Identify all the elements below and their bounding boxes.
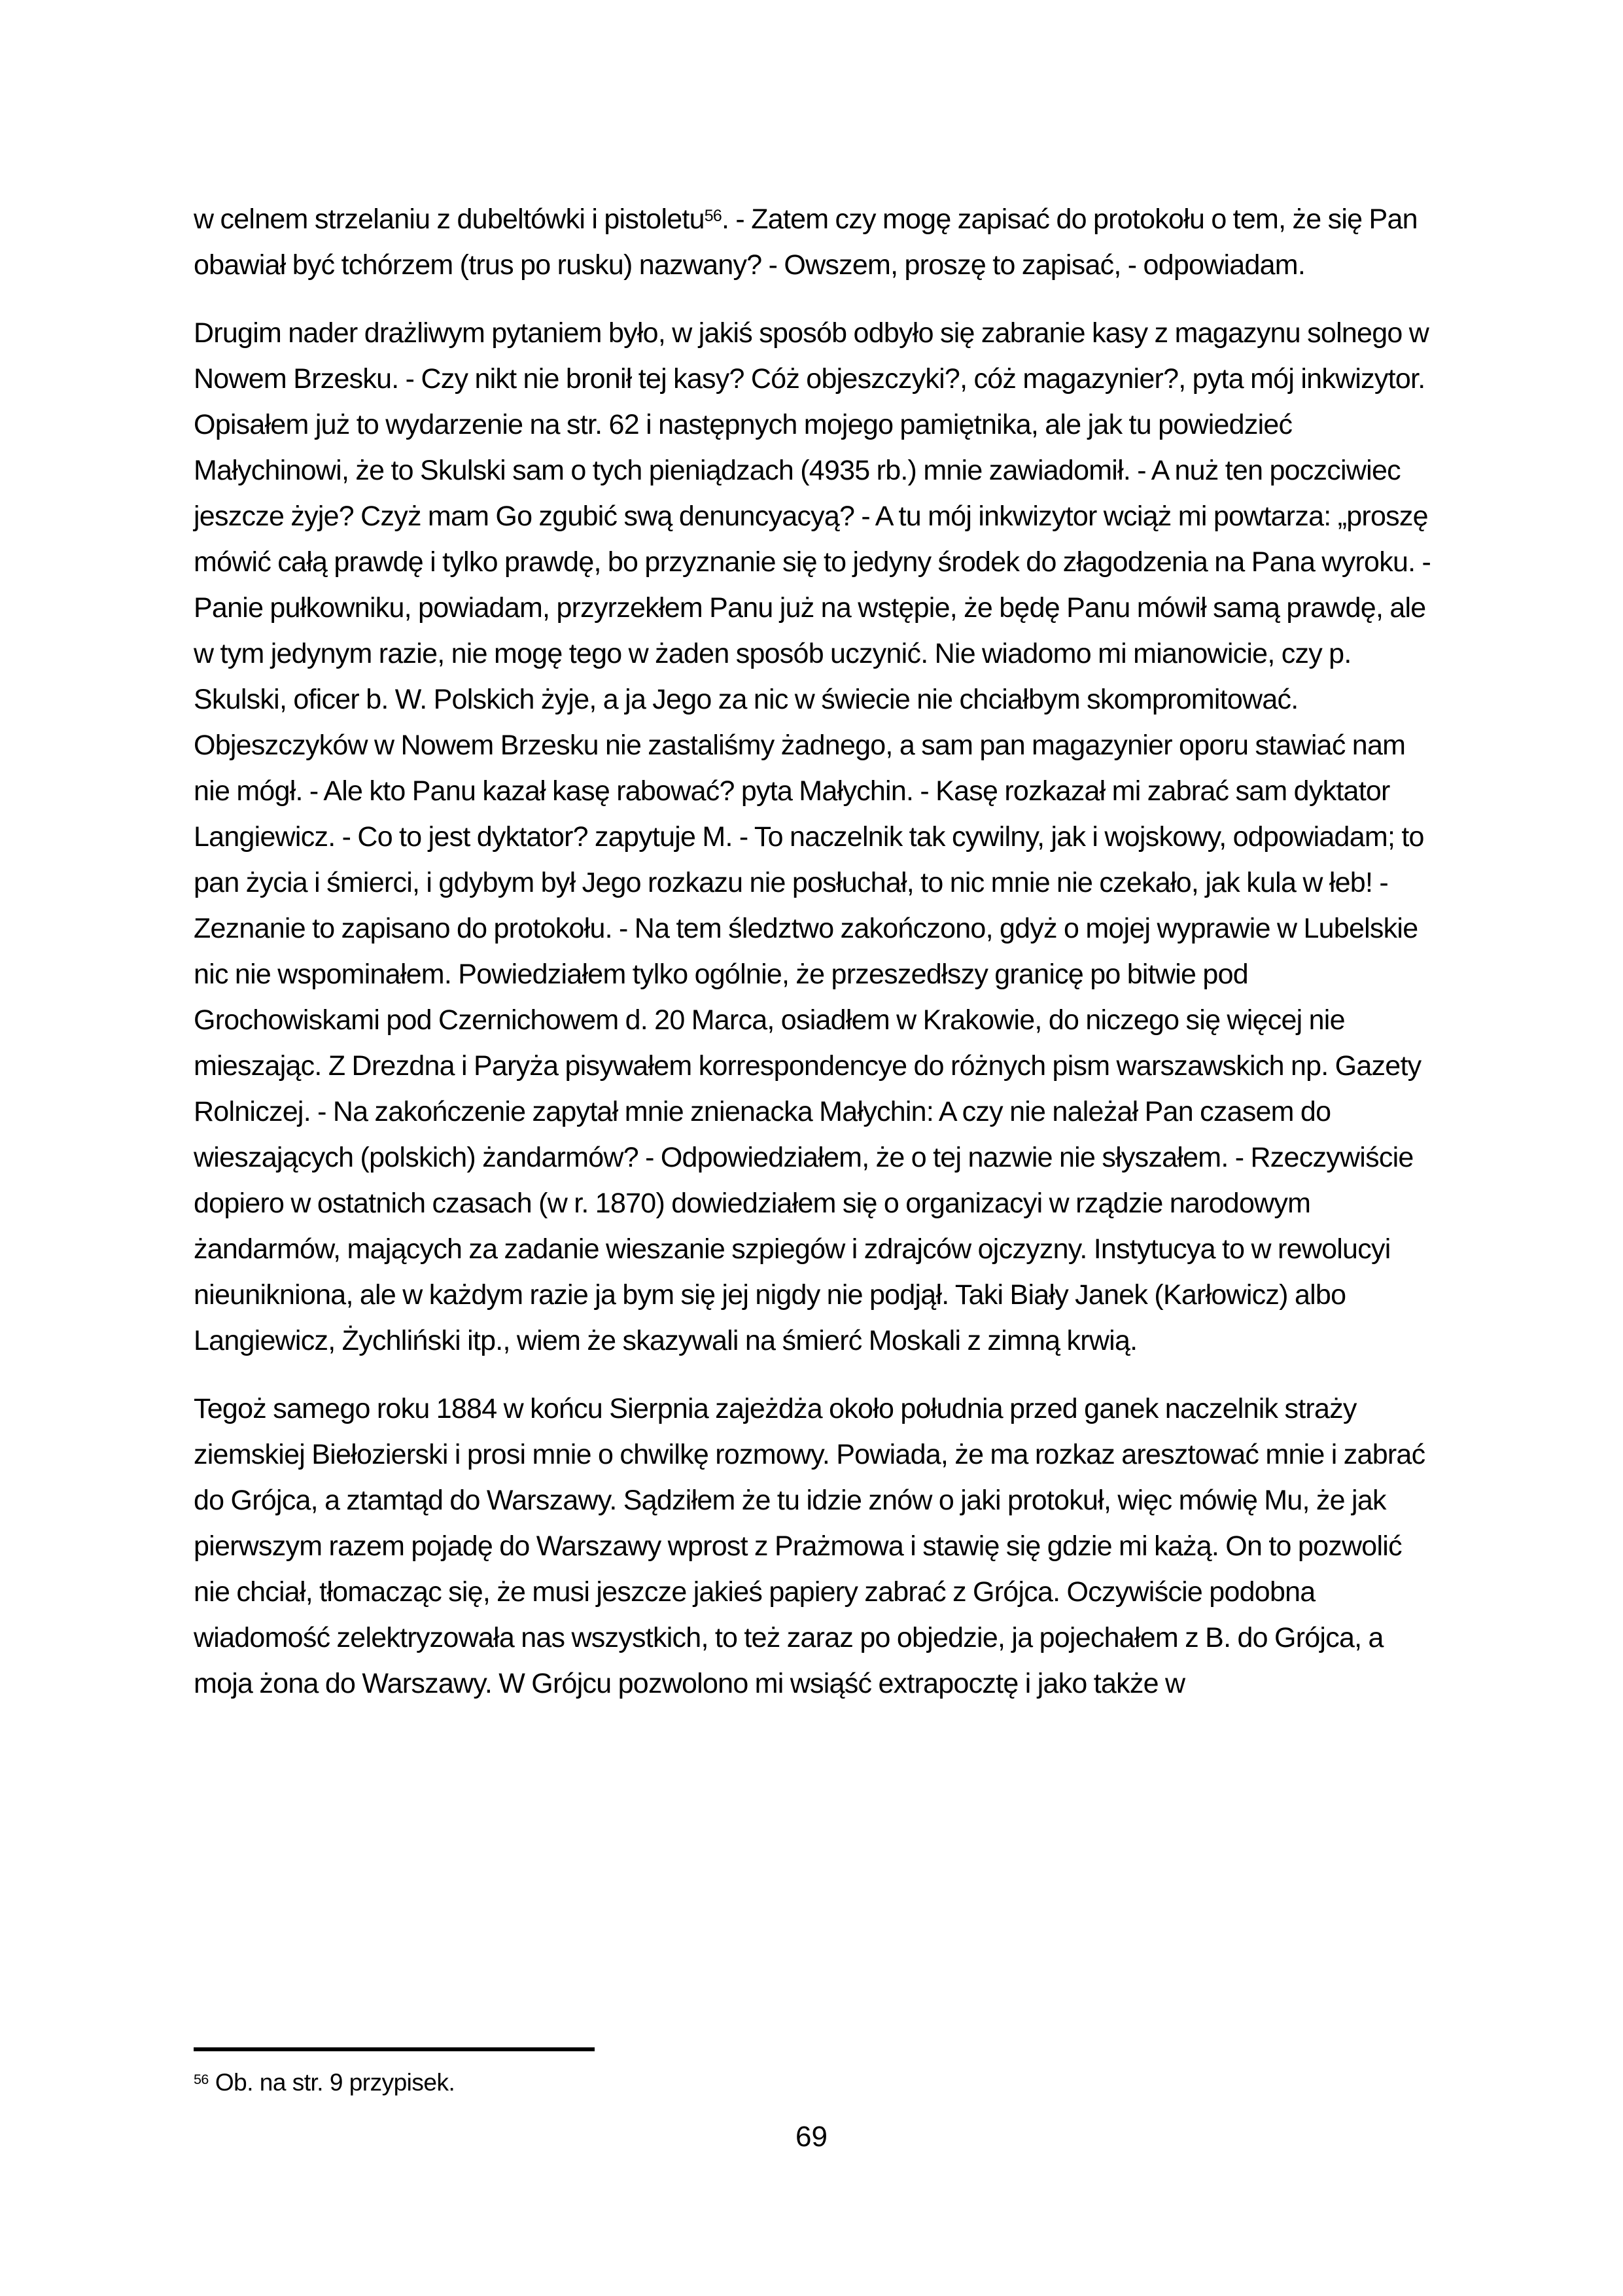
paragraph-text: . - Zatem czy mogę zapisać do protokołu o tem, że się Pan obawiał być tchórzem (trus po rusku) nazwany? - Owszem, proszę to zapisać, - odpowiadam. [194, 203, 1418, 281]
page-body-text [194, 196, 1437, 1729]
paragraph-3 [194, 1386, 1437, 1706]
footnote [194, 2067, 1437, 2098]
footnote-separator [194, 2047, 595, 2051]
page-number: 69 [795, 2121, 828, 2153]
paragraph-1 [194, 196, 1437, 288]
paragraph-text: w celnem strzelaniu z dubeltówki i pistoletu [194, 203, 705, 235]
footnote-area [194, 2047, 1437, 2098]
footnote-reference-marker: 56 [704, 206, 722, 225]
footnote-marker: 56 [194, 2072, 209, 2088]
paragraph-text: Drugim nader drażliwym pytaniem było, w jakiś sposób odbyło się zabranie kasy z magazynu solnego w Nowem Brzesku. - Czy nikt nie bronił tej kasy? Cóż objeszczyki?, cóż magazynier?, pyta mój inkwizytor. Opisałem już to wydarzenie na str. 62 i następnych mojego pamiętnika, ale jak tu powiedzieć Małychinowi, że to Skulski sam o tych pieniądzach (4935 rb.) mnie zawiadomił. - A nuż ten poczciwiec jeszcze żyje? Czyż mam Go zgubić swą denuncyacyą? - A tu mój inkwizytor wciąż mi powtarza: „proszę mówić całą prawdę i tylko prawdę, bo przyznanie się to jedyny środek do złagodzenia na Pana wyroku. - Panie pułkowniku, powiadam, przyrzekłem Panu już na wstępie, że będę Panu mówił samą prawdę, ale w tym jedynym razie, nie mogę tego w żaden sposób uczynić. Nie wiadomo mi mianowicie, czy p. Skulski, oficer b. W. Polskich żyje, a ja Jego za nic w świecie nie chciałbym skompromitować. Objeszczyków w Nowem Brzesku nie zastaliśmy żadnego, a sam pan magazynier oporu stawiać nam nie mógł. - Ale kto Panu kazał kasę rabować? pyta Małychin. - Kasę rozkazał mi zabrać sam dyktator Langiewicz. - Co to jest dyktator? zapytuje M. - To naczelnik tak cywilny, jak i wojskowy, odpowiadam; to pan życia i śmierci, i gdybym był Jego rozkazu nie posłuchał, to nic mnie nie czekało, jak kula w łeb! - Zeznanie to zapisano do protokołu. - Na tem śledztwo zakończono, gdyż o mojej wyprawie w Lubelskie nic nie wspominałem. Powiedziałem tylko ogólnie, że przeszedłszy granicę po bitwie pod Grochowiskami pod Czernichowem d. 20 Marca, osiadłem w Krakowie, do niczego się więcej nie mieszając. Z Drezdna i Paryża pisywałem korrespondencye do różnych pism warszawskich np. Gazety Rolniczej. - Na zakończenie zapytał mnie znienacka Małychin: A czy nie należał Pan czasem do wieszających (polskich) żandarmów? - Odpowiedziałem, że o tej nazwie nie słyszałem. - Rzeczywiście dopiero w ostatnich czasach (w r. 1870) dowiedziałem się o organizacyi w rządzie narodowym żandarmów, mających za zadanie wieszanie szpiegów i zdrajców ojczyzny. Instytucya to w rewolucyi nieunikniona, ale w każdym razie ja bym się jej nigdy nie podjął. Taki Biały Janek (Karłowicz) albo Langiewicz, Żychliński itp., wiem że skazywali na śmierć Moskali z zimną krwią. [194, 317, 1431, 1356]
footnote-text: Ob. na str. 9 przypisek. [215, 2069, 455, 2096]
paragraph-2 [194, 310, 1437, 1364]
paragraph-text: Tegoż samego roku 1884 w końcu Sierpnia zajeżdża około południa przed ganek naczelnik straży ziemskiej Biełozierski i prosi mnie o chwilkę rozmowy. Powiada, że ma rozkaz aresztować mnie i zabrać do Grójca, a ztamtąd do Warszawy. Sądziłem że tu idzie znów o jaki protokuł, więc mówię Mu, że jak pierwszym razem pojadę do Warszawy wprost z Prażmowa i stawię się gdzie mi każą. On to pozwolić nie chciał, tłomacząc się, że musi jeszcze jakieś papiery zabrać z Grójca. Oczywiście podobna wiadomość zelektryzowała nas wszystkich, to też zaraz po objedzie, ja pojechałem z B. do Grójca, a moja żona do Warszawy. W Grójcu pozwolono mi wsiąść extrapocztę i jako także w [194, 1393, 1425, 1699]
